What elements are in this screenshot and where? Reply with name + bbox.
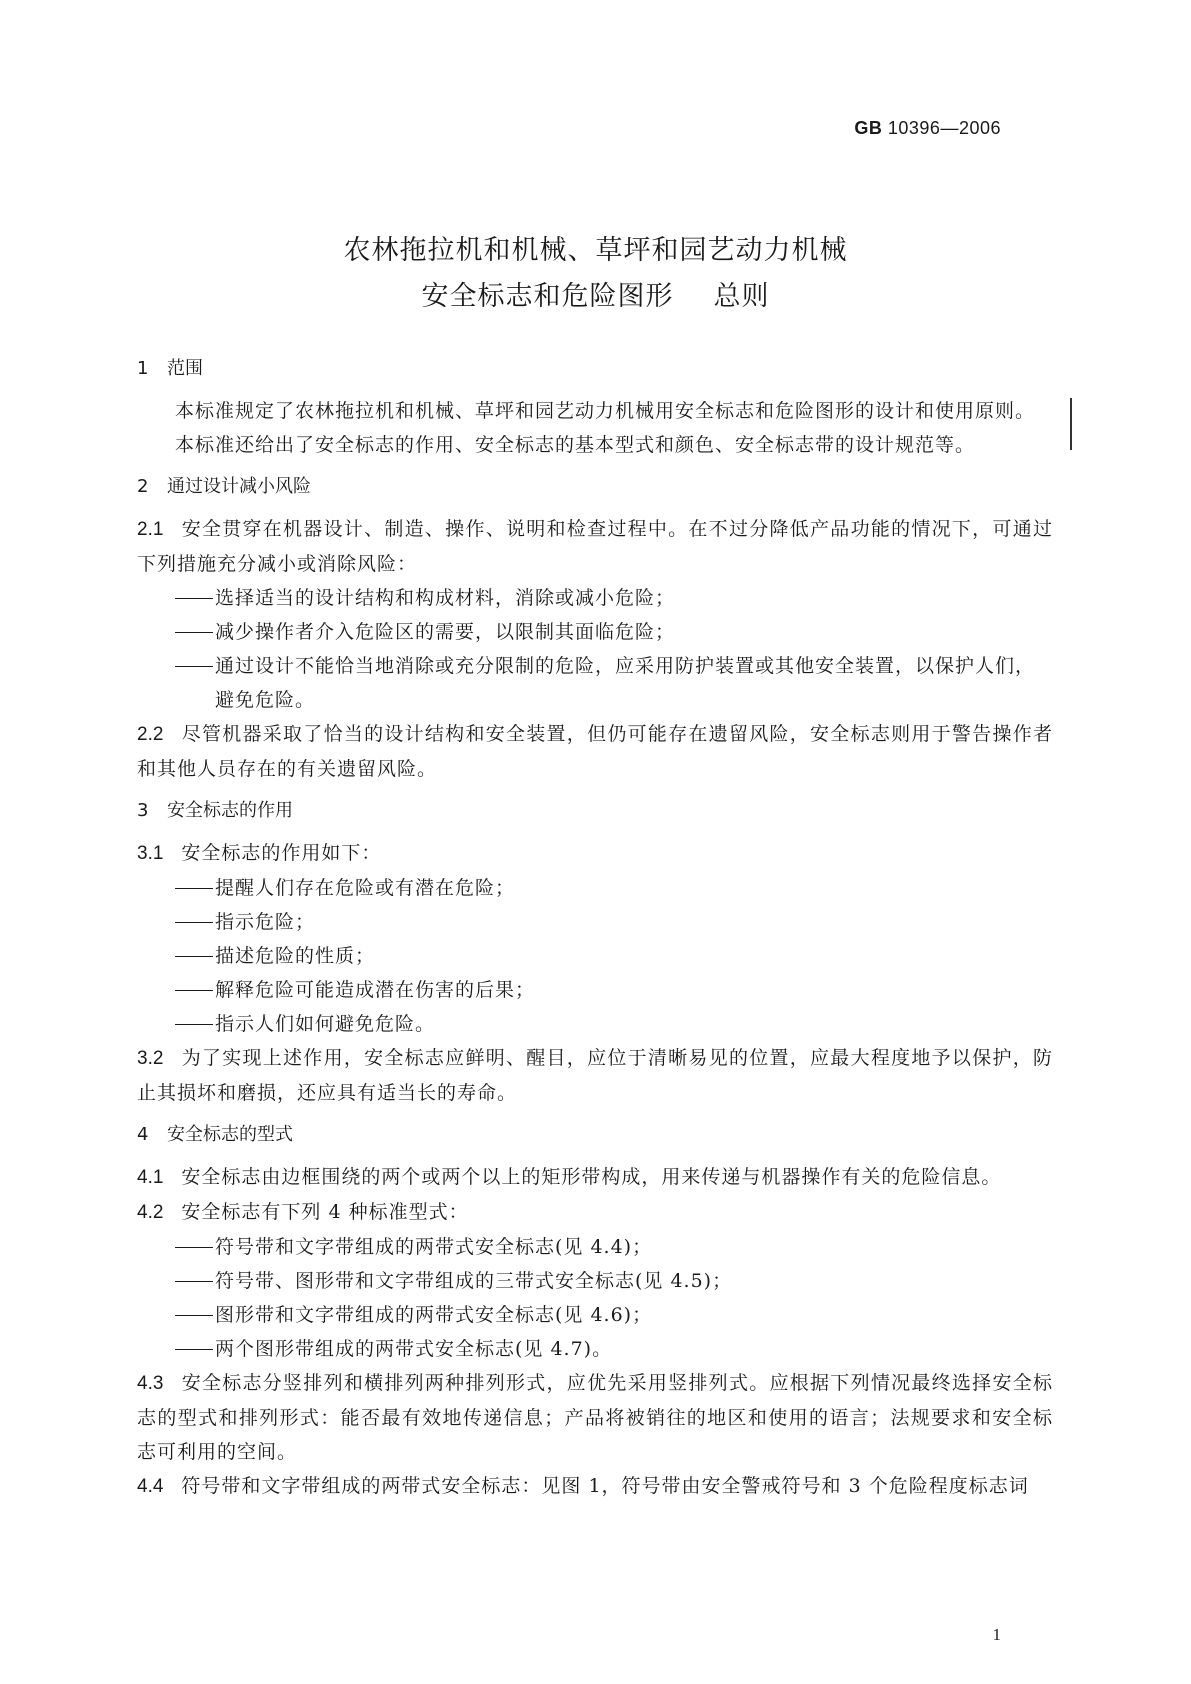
clause-number: 3.1 xyxy=(137,843,164,864)
list-item-text: 提醒人们存在危险或有潜在危险； xyxy=(215,877,516,899)
list-item-text: 选择适当的设计结构和构成材料，消除或减小危险； xyxy=(215,587,676,609)
clause-4-2 xyxy=(137,1195,1053,1230)
clause-text: 安全贯穿在机器设计、制造、操作、说明和检查过程中。在不过分降低产品功能的情况下，可通过下列措施充分减小或消除风险： xyxy=(137,518,1053,575)
clause-number: 4.3 xyxy=(137,1373,164,1394)
list-item xyxy=(137,1264,1053,1298)
title-line-2-main: 安全标志和危险图形 xyxy=(421,281,674,312)
clause-3-1 xyxy=(137,836,1053,871)
section-2-heading xyxy=(137,472,1053,502)
section-1-paragraph-1: 本标准规定了农林拖拉机和机械、草坪和园艺动力机械用安全标志和危险图形的设计和使用原则。 xyxy=(175,400,1036,422)
clause-4-1 xyxy=(137,1160,1053,1195)
list-item xyxy=(137,649,1053,683)
clause-text: 为了实现上述作用，安全标志应鲜明、醒目，应位于清晰易见的位置，应最大程度地予以保护，防止其损坏和磨损，还应具有适当长的寿命。 xyxy=(137,1047,1053,1104)
clause-2-2 xyxy=(137,717,1053,786)
clause-text: 安全标志的作用如下： xyxy=(181,842,382,864)
clause-number: 2.2 xyxy=(137,724,164,745)
list-item-text: 图形带和文字带组成的两带式安全标志(见 4.6)； xyxy=(215,1304,653,1326)
clause-number: 4.1 xyxy=(137,1167,164,1188)
list-item-continuation: 避免危险。 xyxy=(215,689,316,711)
section-title: 安全标志的型式 xyxy=(167,1124,293,1145)
clause-4-4 xyxy=(137,1469,1053,1504)
title-line-2-suffix: 总则 xyxy=(713,281,770,312)
section-number: 3 xyxy=(137,800,149,821)
section-number: 1 xyxy=(137,358,149,379)
section-1-heading xyxy=(137,354,1053,384)
standard-number xyxy=(854,118,1001,139)
page-number: 1 xyxy=(992,1625,1001,1644)
clause-3-2 xyxy=(137,1041,1053,1110)
clause-number: 3.2 xyxy=(137,1048,164,1069)
clause-2-1 xyxy=(137,512,1053,581)
clause-text: 安全标志分竖排列和横排列两种排列形式，应优先采用竖排列式。应根据下列情况最终选择安全标志的型式和排列形式：能否最有效地传递信息；产品将被销往的地区和使用的语言；法规要求和安全标志可利用的空间。 xyxy=(137,1372,1053,1463)
section-title: 通过设计减小风险 xyxy=(167,476,311,497)
standard-code: 10396—2006 xyxy=(887,118,1001,138)
section-number: 4 xyxy=(137,1124,149,1145)
clause-number: 4.4 xyxy=(137,1476,164,1497)
standard-prefix: GB xyxy=(854,118,883,138)
revision-bar xyxy=(1070,398,1072,450)
list-item-text: 指示人们如何避免危险。 xyxy=(215,1013,436,1035)
list-item xyxy=(137,905,1053,939)
list-item xyxy=(137,581,1053,615)
section-title: 安全标志的作用 xyxy=(167,800,293,821)
section-4-heading xyxy=(137,1120,1053,1150)
list-item xyxy=(137,973,1053,1007)
list-item xyxy=(137,1332,1053,1366)
list-item xyxy=(137,1230,1053,1264)
document-body xyxy=(137,354,1053,1504)
list-item-text: 符号带、图形带和文字带组成的三带式安全标志(见 4.5)； xyxy=(215,1270,733,1292)
clause-number: 4.2 xyxy=(137,1202,164,1223)
list-item-text: 通过设计不能恰当地消除或充分限制的危险，应采用防护装置或其他安全装置，以保护人们， xyxy=(215,655,1036,677)
list-item-text: 符号带和文字带组成的两带式安全标志(见 4.4)； xyxy=(215,1236,653,1258)
list-item-text: 描述危险的性质； xyxy=(215,945,376,967)
title-line-1: 农林拖拉机和机械、草坪和园艺动力机械 xyxy=(343,235,848,266)
list-item-text: 指示危险； xyxy=(215,911,316,933)
list-item-text: 两个图形带组成的两带式安全标志(见 4.7)。 xyxy=(215,1338,613,1360)
clause-text: 安全标志由边框围绕的两个或两个以上的矩形带构成，用来传递与机器操作有关的危险信息。 xyxy=(181,1166,1002,1188)
clause-text: 尽管机器采取了恰当的设计结构和安全装置，但仍可能存在遗留风险，安全标志则用于警告操作者和其他人员存在的有关遗留风险。 xyxy=(137,723,1053,780)
document-title xyxy=(0,228,1191,320)
list-item xyxy=(137,615,1053,649)
clause-text: 安全标志有下列 4 种标准型式： xyxy=(181,1201,469,1223)
list-item xyxy=(137,1298,1053,1332)
section-number: 2 xyxy=(137,476,149,497)
list-item xyxy=(137,939,1053,973)
list-item-text: 解释危险可能造成潜在伤害的后果； xyxy=(215,979,536,1001)
list-item xyxy=(137,1007,1053,1041)
list-item xyxy=(137,871,1053,905)
clause-4-3 xyxy=(137,1366,1053,1469)
section-title: 范围 xyxy=(167,358,203,379)
clause-text: 符号带和文字带组成的两带式安全标志：见图 1，符号带由安全警戒符号和 3 个危险程度标志词 xyxy=(181,1475,1029,1497)
section-3-heading xyxy=(137,796,1053,826)
title-line-2 xyxy=(0,274,1191,320)
clause-number: 2.1 xyxy=(137,519,164,540)
section-1-paragraph-2: 本标准还给出了安全标志的作用、安全标志的基本型式和颜色、安全标志带的设计规范等。 xyxy=(175,434,976,456)
list-item-text: 减少操作者介入危险区的需要，以限制其面临危险； xyxy=(215,621,676,643)
